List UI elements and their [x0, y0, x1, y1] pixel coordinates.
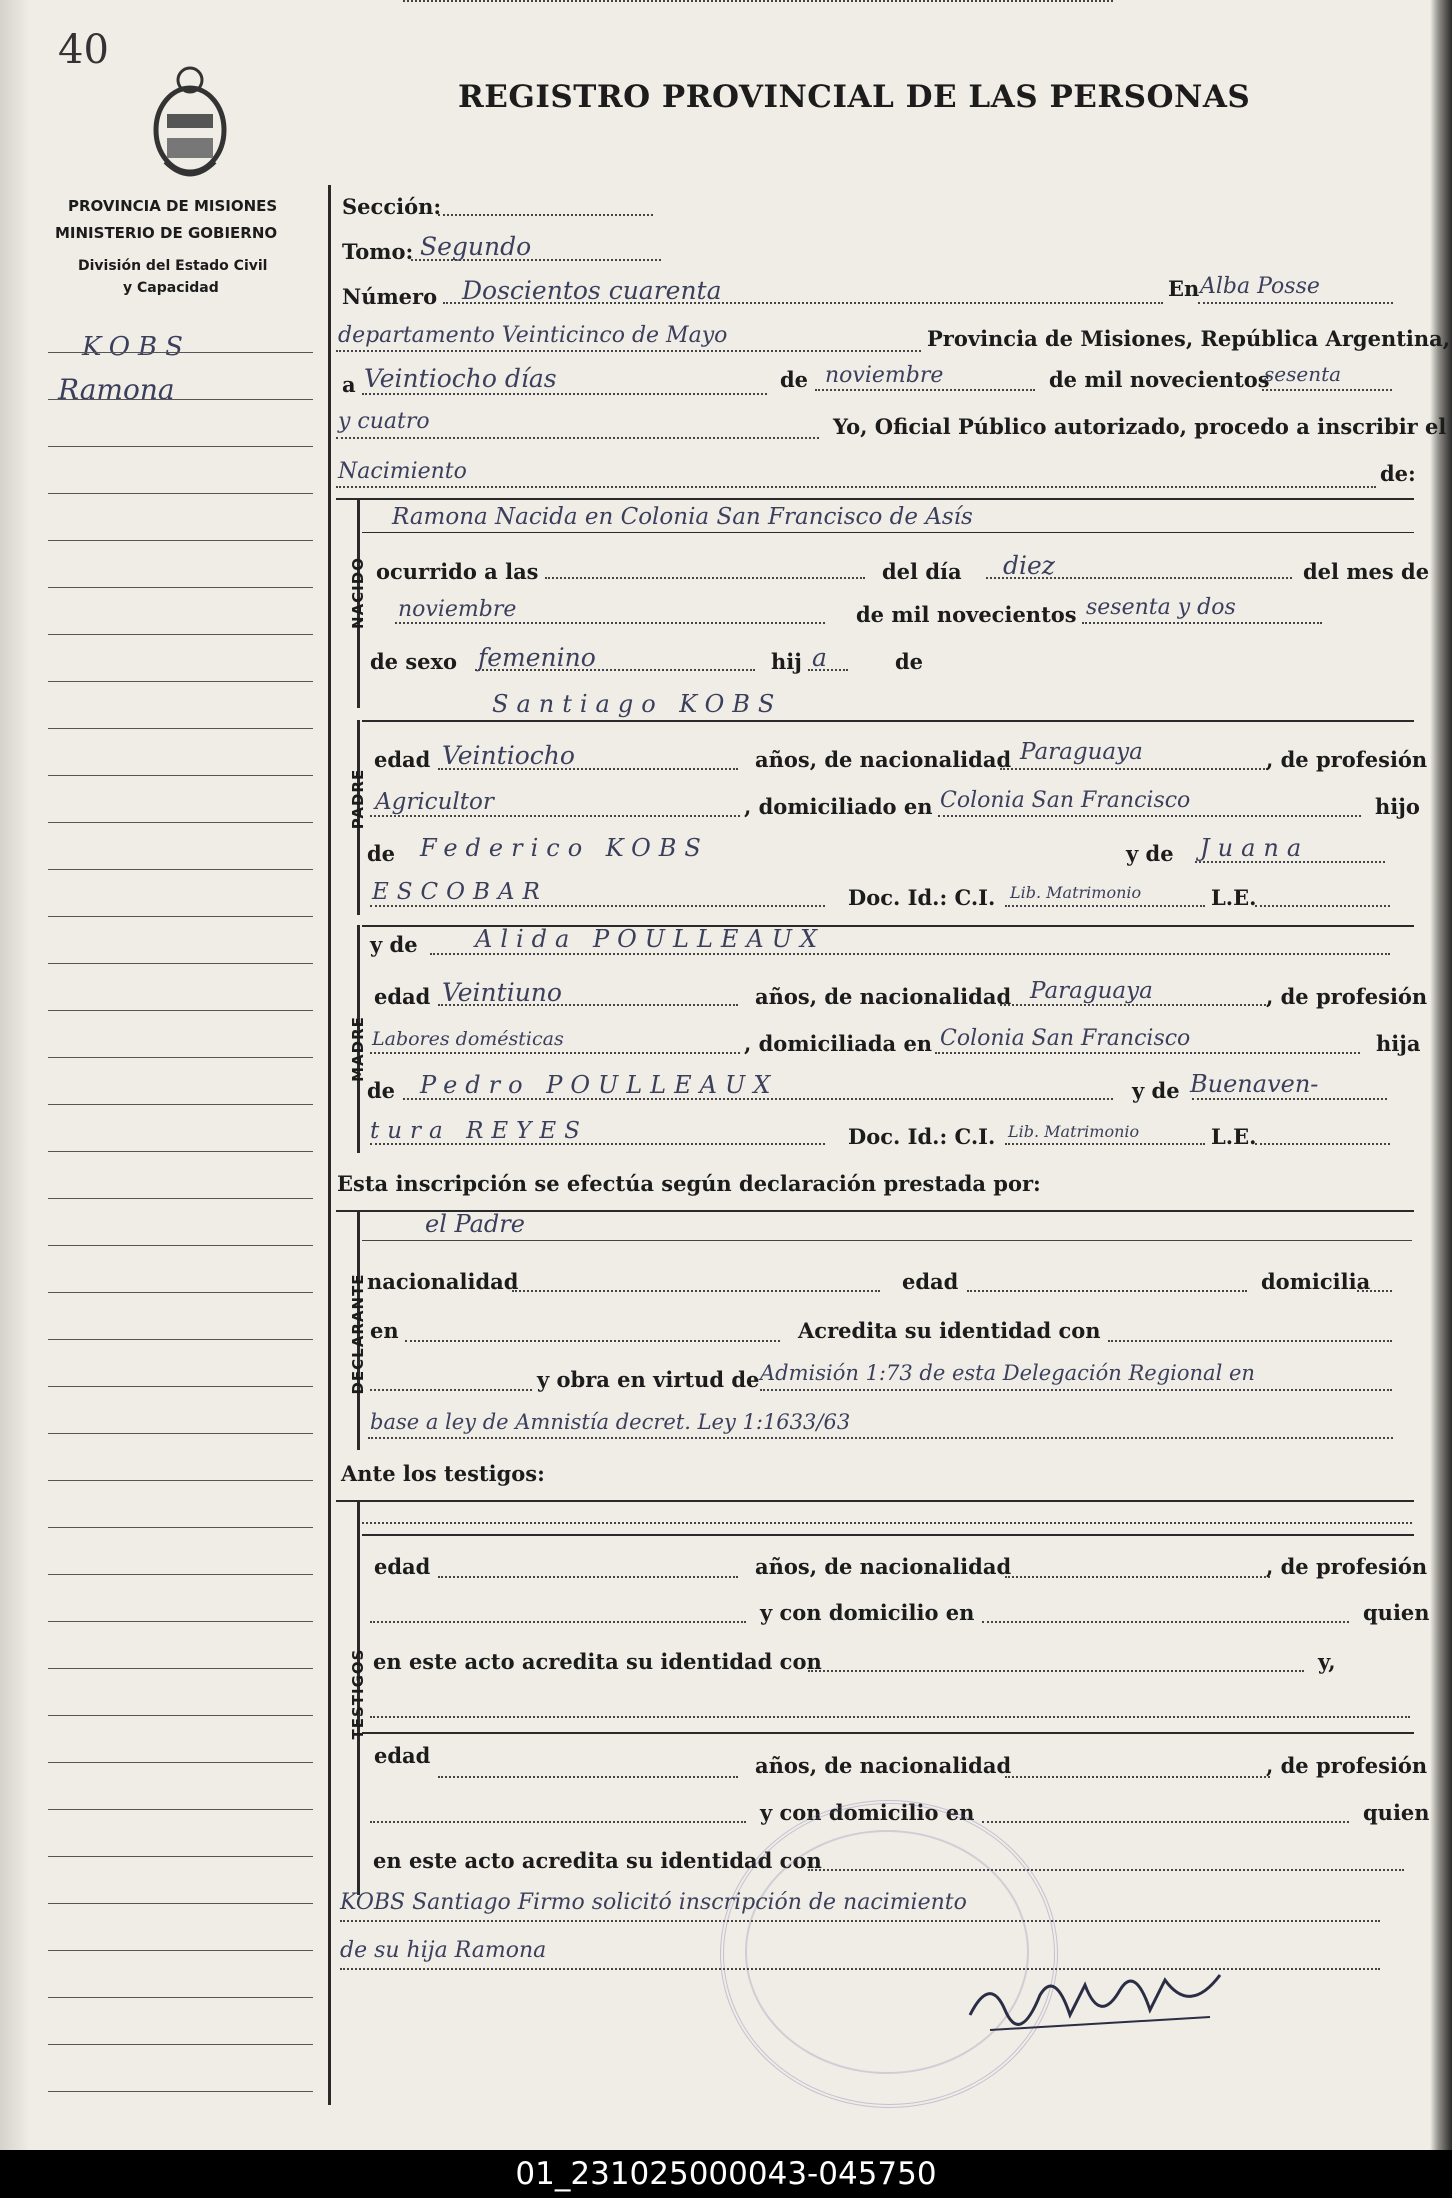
field-hora — [545, 577, 865, 579]
sidebar-ruled-line — [48, 634, 313, 635]
sidebar-ruled-line — [48, 1104, 313, 1105]
value-nota-2: de su hija Ramona — [340, 1938, 547, 1963]
label-padre-prof: , de profesión — [1266, 747, 1428, 772]
sidebar-ruled-line — [48, 493, 313, 494]
value-abuela-paterna-1: Juana — [1200, 834, 1310, 862]
label-provincia: Provincia de Misiones, República Argentina, — [927, 326, 1451, 351]
sidebar-ruled-line — [48, 1762, 313, 1763]
value-sexo: femenino — [478, 643, 596, 672]
testigos-top-rule — [336, 1500, 1414, 1502]
field-declarante-nac — [512, 1290, 880, 1292]
value-anio-nac: sesenta y dos — [1086, 595, 1236, 620]
page-binding-shadow — [1430, 0, 1452, 2150]
label-t1-prof: , de profesión — [1266, 1554, 1428, 1579]
sidebar-ruled-line — [48, 916, 313, 917]
label-de-hij: de — [895, 649, 924, 674]
label-yo-oficial: Yo, Oficial Público autorizado, procedo a inscribir el — [833, 414, 1447, 439]
field-padre-le — [1255, 905, 1390, 907]
value-padre-nombre: Santiago KOBS — [492, 690, 783, 718]
label-y-obra: y obra en virtud de — [537, 1367, 760, 1392]
testigo-2-rule — [362, 1732, 1414, 1734]
label-madre-edad: edad — [374, 984, 431, 1009]
value-mes: noviembre — [825, 363, 944, 388]
label-acredita: Acredita su identidad con — [798, 1318, 1101, 1343]
field-madre-nombre — [430, 953, 1390, 955]
label-padre-edad: edad — [374, 747, 431, 772]
field-obra-pre — [370, 1389, 532, 1391]
label-madre-nac: años, de nacionalidad — [755, 984, 1012, 1009]
value-obra-1: Admisión 1:73 de esta Delegación Regional en — [760, 1361, 1255, 1385]
label-madre-y-de: y de — [370, 932, 418, 957]
value-padre-prof: Agricultor — [375, 789, 494, 815]
label-t2-edad: edad — [374, 1743, 431, 1768]
field-abuela-materna-1 — [1192, 1098, 1387, 1100]
value-tomo: Segundo — [420, 232, 532, 261]
sidebar-ruled-line — [48, 1433, 313, 1434]
value-acto: Nacimiento — [338, 459, 467, 484]
sidebar-ruled-line — [48, 1715, 313, 1716]
label-t2-quien: quien — [1363, 1800, 1430, 1825]
label-a: a — [342, 372, 356, 397]
field-t1-identidad — [808, 1670, 1304, 1672]
field-abuela-paterna-2 — [370, 905, 825, 907]
label-padre-doc: Doc. Id.: C.I. — [848, 885, 996, 910]
value-mes-nac: noviembre — [398, 597, 517, 622]
label-madre-dom: , domiciliada en — [744, 1031, 933, 1056]
label-de-colon: de: — [1380, 461, 1416, 486]
sidebar-ruled-line — [48, 1198, 313, 1199]
value-declarante: el Padre — [425, 1210, 525, 1238]
value-nota-1: KOBS Santiago Firmo solicitó inscripción de nacimiento — [340, 1890, 967, 1915]
field-departamento — [336, 350, 921, 352]
sidebar-ruled-line — [48, 446, 313, 447]
label-t2-nac: años, de nacionalidad — [755, 1753, 1012, 1778]
sidebar-ruled-line — [48, 1574, 313, 1575]
label-del-mes: del mes de — [1303, 559, 1430, 584]
label-nacionalidad: nacionalidad — [367, 1269, 519, 1294]
value-dia: Veintiocho días — [364, 364, 557, 393]
value-padre-nac: Paraguaya — [1020, 739, 1143, 765]
sidebar-province: PROVINCIA DE MISIONES — [68, 197, 278, 215]
field-padre-dom — [938, 815, 1361, 817]
field-anio-2 — [336, 437, 819, 439]
label-t2-acredita: en este acto acredita su identidad con — [373, 1848, 822, 1873]
label-madre-y-de-2: y de — [1132, 1078, 1180, 1103]
label-ocurrido: ocurrido a las — [376, 559, 539, 584]
nacido-name-rule — [362, 532, 1414, 533]
sidebar-ruled-line — [48, 1809, 313, 1810]
sidebar-ruled-line — [48, 1950, 313, 1951]
field-t2-dom — [982, 1821, 1349, 1823]
sidebar-capacity: y Capacidad — [123, 280, 219, 296]
value-abuela-materna-1: Buenaven- — [1190, 1070, 1319, 1098]
field-t1-edad — [438, 1576, 738, 1578]
label-hij: hij — [771, 649, 802, 674]
value-abuela-materna-2: tura REYES — [370, 1118, 588, 1144]
label-en: En — [1168, 276, 1200, 301]
main-vertical-rule — [328, 185, 331, 2105]
sidebar-ruled-line — [48, 1292, 313, 1293]
sidebar-ruled-line — [48, 1856, 313, 1857]
sidebar-surname: KOBS — [82, 332, 191, 362]
sidebar-given-name: Ramona — [58, 373, 175, 406]
label-declarante-edad: edad — [902, 1269, 959, 1294]
label-sexo: de sexo — [370, 649, 458, 674]
field-t1-nac — [1005, 1576, 1270, 1578]
sidebar-ruled-line — [48, 869, 313, 870]
field-en — [1198, 302, 1393, 304]
value-abuela-paterna-2: ESCOBAR — [372, 879, 548, 905]
sidebar-ruled-line — [48, 822, 313, 823]
sidebar-ruled-line — [48, 963, 313, 964]
label-t1-acredita: en este acto acredita su identidad con — [373, 1649, 822, 1674]
label-padre: PADRE — [349, 768, 367, 830]
sidebar-ruled-line — [48, 728, 313, 729]
label-seccion: Sección: — [342, 194, 442, 219]
sidebar-ruled-line — [48, 1151, 313, 1152]
field-abuelo-paterno — [403, 0, 1113, 2]
field-declarante-edad — [967, 1290, 1247, 1292]
document-title: REGISTRO PROVINCIAL DE LAS PERSONAS — [458, 79, 1251, 115]
label-t1-nac: años, de nacionalidad — [755, 1554, 1012, 1579]
field-testigo-1-nombre — [362, 1522, 1412, 1524]
field-t2-nac — [1005, 1776, 1270, 1778]
value-dia-nac: diez — [1003, 551, 1055, 580]
sidebar-ruled-line — [48, 1668, 313, 1669]
label-t1-dom: y con domicilio en — [760, 1600, 975, 1625]
label-madre-prof: , de profesión — [1266, 984, 1428, 1009]
field-dia — [362, 393, 767, 395]
sidebar-ruled-line — [48, 1339, 313, 1340]
field-t1-prof — [370, 1621, 746, 1623]
field-anio-1 — [1262, 389, 1392, 391]
field-madre-nac — [1000, 1004, 1270, 1006]
value-abuelo-materno: Pedro POULLEAUX — [420, 1071, 779, 1099]
value-madre-prof: Labores domésticas — [372, 1028, 564, 1050]
sidebar-ruled-line — [48, 681, 313, 682]
label-numero: Número — [342, 284, 438, 309]
value-obra-2: base a ley de Amnistía decret. Ley 1:1633/63 — [370, 1410, 851, 1434]
label-nacido: NACIDO — [349, 557, 367, 629]
label-de-mil: de mil novecientos — [1049, 367, 1270, 392]
field-t1-dom — [982, 1621, 1349, 1623]
label-t2-prof: , de profesión — [1266, 1753, 1428, 1778]
official-signature — [960, 1955, 1240, 2045]
sidebar-ruled-line — [48, 540, 313, 541]
label-t1-y: y, — [1318, 1649, 1336, 1674]
sidebar-ruled-line — [48, 1997, 313, 1998]
label-madre-de: de — [367, 1078, 396, 1103]
label-t2-dom: y con domicilio en — [760, 1800, 975, 1825]
field-madre-prof — [370, 1052, 740, 1054]
field-madre-le — [1255, 1143, 1390, 1145]
field-obra-2 — [368, 1437, 1393, 1439]
label-padre-de: de — [367, 841, 396, 866]
label-ante-testigos: Ante los testigos: — [341, 1461, 545, 1486]
label-madre: MADRE — [349, 1016, 367, 1082]
sidebar-ruled-line — [48, 1010, 313, 1011]
archive-id-footer: 01_231025000043-045750 — [0, 2150, 1452, 2198]
value-hij: a — [812, 643, 827, 672]
label-hija: hija — [1376, 1031, 1421, 1056]
label-testigos: TESTIGOS — [349, 1648, 367, 1740]
value-anio-2: y cuatro — [338, 409, 430, 434]
field-declarante-domicilio — [405, 1340, 780, 1342]
field-anio-nac — [1082, 622, 1322, 624]
sidebar-ruled-line — [48, 587, 313, 588]
page-number: 40 — [58, 27, 109, 73]
field-madre-dom — [935, 1052, 1360, 1054]
page-edge-shadow — [0, 0, 30, 2150]
field-mes — [815, 389, 1035, 391]
value-padre-edad: Veintiocho — [442, 741, 575, 770]
value-padre-doc: Lib. Matrimonio — [1010, 883, 1142, 902]
sidebar-ruled-line — [48, 2091, 313, 2092]
label-del-dia: del día — [882, 559, 962, 584]
padre-top-rule — [362, 720, 1414, 722]
sidebar-ruled-line — [48, 1621, 313, 1622]
value-madre-dom: Colonia San Francisco — [940, 1026, 1191, 1051]
label-madre-le: L.E. — [1211, 1124, 1257, 1149]
sidebar-ruled-line — [48, 399, 313, 400]
value-departamento: departamento Veinticinco de Mayo — [338, 323, 728, 348]
sidebar-ruled-line — [48, 1245, 313, 1246]
sidebar-ruled-line — [48, 352, 313, 353]
sidebar-ruled-line — [48, 1527, 313, 1528]
field-obra-1 — [760, 1389, 1392, 1391]
testigo-1-rule — [362, 1534, 1414, 1536]
label-declarante: DECLARANTE — [349, 1273, 367, 1395]
sidebar-ruled-line — [48, 1057, 313, 1058]
sidebar-ministry: MINISTERIO DE GOBIERNO — [55, 224, 278, 242]
label-esta-inscripcion: Esta inscripción se efectúa según declaración prestada por: — [337, 1171, 1041, 1196]
sidebar-ruled-line — [48, 775, 313, 776]
field-domicilia-end — [1357, 1290, 1392, 1292]
label-de: de — [780, 367, 809, 392]
field-padre-nac — [1000, 768, 1268, 770]
value-madre-doc: Lib. Matrimonio — [1008, 1122, 1140, 1141]
label-padre-le: L.E. — [1211, 885, 1257, 910]
label-padre-dom: , domiciliado en — [744, 794, 933, 819]
sidebar-ruled-line — [48, 2044, 313, 2045]
field-declarante-identidad — [1108, 1340, 1392, 1342]
label-madre-doc: Doc. Id.: C.I. — [848, 1124, 996, 1149]
value-abuelo-paterno: Federico KOBS — [420, 834, 709, 862]
field-testigo-2-nombre — [370, 1716, 1410, 1718]
label-domicilia: domicilia — [1261, 1269, 1371, 1294]
label-t1-quien: quien — [1363, 1600, 1430, 1625]
label-de-mil-2: de mil novecientos — [856, 602, 1077, 627]
label-tomo: Tomo: — [342, 239, 414, 264]
field-padre-doc — [1005, 905, 1205, 907]
value-madre-nombre: Alida POULLEAUX — [475, 925, 826, 953]
field-declarante — [362, 1240, 1412, 1241]
nacido-top-rule — [336, 498, 1414, 500]
value-madre-nac: Paraguaya — [1030, 978, 1153, 1004]
value-anio-1: sesenta — [1264, 362, 1342, 386]
label-padre-nac: años, de nacionalidad — [755, 747, 1012, 772]
value-nombre-nacido: Ramona Nacida en Colonia San Francisco de Asís — [392, 504, 973, 530]
label-t1-edad: edad — [374, 1554, 431, 1579]
value-en: Alba Posse — [1200, 274, 1320, 299]
value-padre-dom: Colonia San Francisco — [940, 788, 1191, 813]
field-nota-1 — [340, 1920, 1380, 1922]
label-declarante-en: en — [370, 1318, 399, 1343]
argentine-coat-of-arms-icon — [145, 62, 235, 182]
field-padre-prof — [370, 815, 740, 817]
field-mes-nac — [395, 622, 825, 624]
value-madre-edad: Veintiuno — [442, 978, 562, 1007]
sidebar-ruled-line — [48, 1480, 313, 1481]
value-numero: Doscientos cuarenta — [462, 276, 722, 305]
field-acto — [336, 486, 1376, 488]
field-seccion — [438, 214, 653, 216]
field-madre-doc — [1005, 1143, 1205, 1145]
label-hijo: hijo — [1375, 794, 1420, 819]
sidebar-ruled-line — [48, 1903, 313, 1904]
field-t2-prof — [370, 1821, 746, 1823]
sidebar-ruled-line — [48, 1386, 313, 1387]
label-padre-y-de: y de — [1126, 841, 1174, 866]
field-t2-edad — [438, 1776, 738, 1778]
sidebar-division: División del Estado Civil — [78, 258, 268, 274]
